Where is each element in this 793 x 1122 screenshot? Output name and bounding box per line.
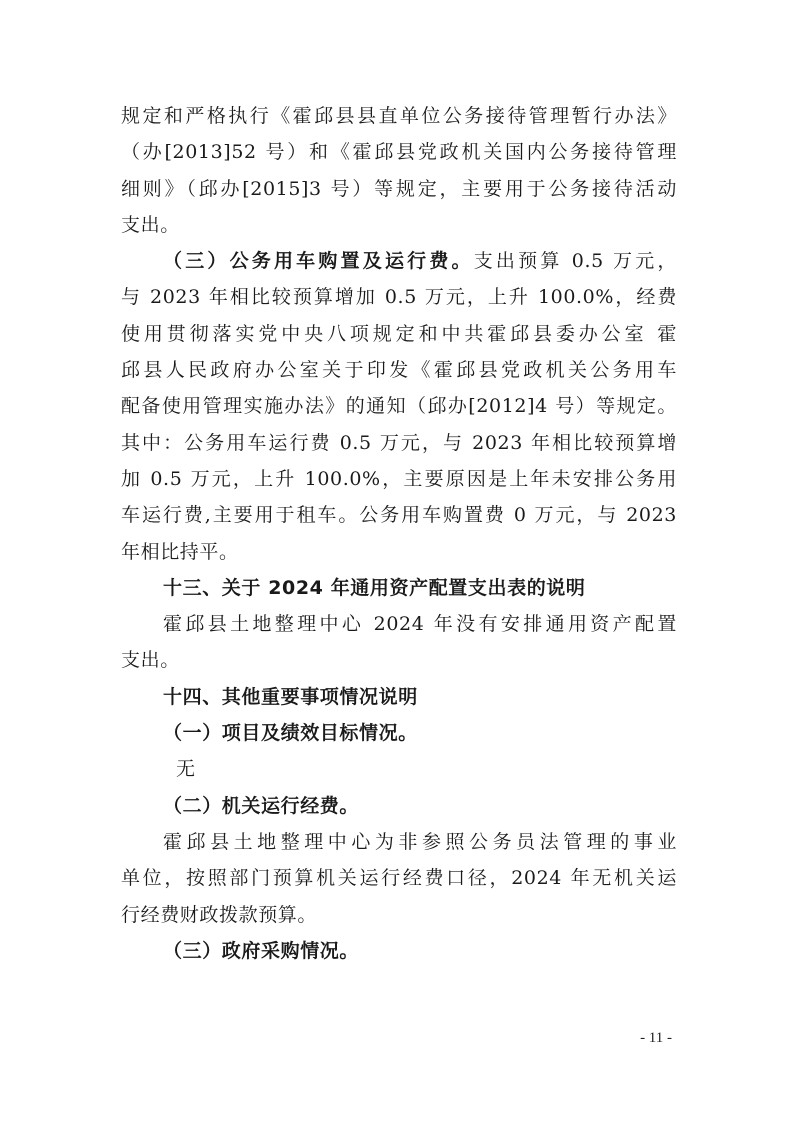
section-14-sub-1-text: 无: [176, 758, 196, 781]
paragraph-reception-rules-line-4: 支出。: [121, 213, 180, 236]
paragraph-reception-rules-line-3: 细则》（邱办[2015]3 号）等规定，主要用于公务接待活动: [121, 177, 677, 200]
section-14-sub-2-line-1: 霍邱县土地整理中心为非参照公务员法管理的事业: [163, 830, 677, 853]
paragraph-vehicle-costs-line-8: 车运行费,主要用于租车。公务用车购置费 0 万元，与 2023: [121, 504, 677, 527]
paragraph-reception-rules-line-2: （办[2013]52 号）和《霍邱县党政机关国内公务接待管理: [121, 141, 677, 164]
paragraph-reception-rules-line-1: 规定和严格执行《霍邱县县直单位公务接待管理暂行办法》: [121, 105, 677, 127]
paragraph-vehicle-costs-line-3: 使用贯彻落实党中央八项规定和中共霍邱县委办公室 霍: [121, 322, 677, 345]
paragraph-vehicle-costs-line-4: 邱县人民政府办公室关于印发《霍邱县党政机关公务用车: [121, 359, 677, 382]
section-13-text-line-1: 霍邱县土地整理中心 2024 年没有安排通用资产配置: [163, 613, 677, 636]
paragraph-vehicle-costs-line-9: 年相比持平。: [121, 540, 239, 563]
paragraph-vehicle-costs-line-5: 配备使用管理实施办法》的通知（邱办[2012]4 号）等规定。: [121, 395, 677, 418]
section-14-sub-2-heading: （二）机关运行经费。: [163, 794, 360, 817]
vehicle-costs-heading: （三）公务用车购置及运行费。: [163, 250, 474, 273]
section-13-text-line-2: 支出。: [121, 649, 180, 672]
section-13-heading: 十三、关于 2024 年通用资产配置支出表的说明: [163, 576, 586, 599]
section-14-sub-1-heading: （一）项目及绩效目标情况。: [163, 722, 418, 745]
section-14-sub-2-line-3: 行经费财政拨款预算。: [121, 903, 318, 926]
section-14-sub-2-line-2: 单位，按照部门预算机关运行经费口径，2024 年无机关运: [121, 867, 677, 890]
page-number: - 11 -: [640, 1030, 672, 1046]
paragraph-vehicle-costs-line-7: 加 0.5 万元，上升 100.0%，主要原因是上年未安排公务用: [121, 467, 677, 490]
document-body: [121, 98, 677, 969]
vehicle-costs-lead: 支出预算 0.5 万元，: [473, 250, 677, 273]
paragraph-vehicle-costs-line-1: [121, 243, 677, 279]
section-14-heading: 十四、其他重要事项情况说明: [163, 685, 418, 708]
section-14-sub-3-heading: （三）政府采购情况。: [163, 939, 360, 962]
paragraph-vehicle-costs-line-6: 其中：公务用车运行费 0.5 万元，与 2023 年相比较预算增: [121, 431, 677, 454]
paragraph-vehicle-costs-line-2: 与 2023 年相比较预算增加 0.5 万元，上升 100.0%，经费: [121, 286, 677, 309]
